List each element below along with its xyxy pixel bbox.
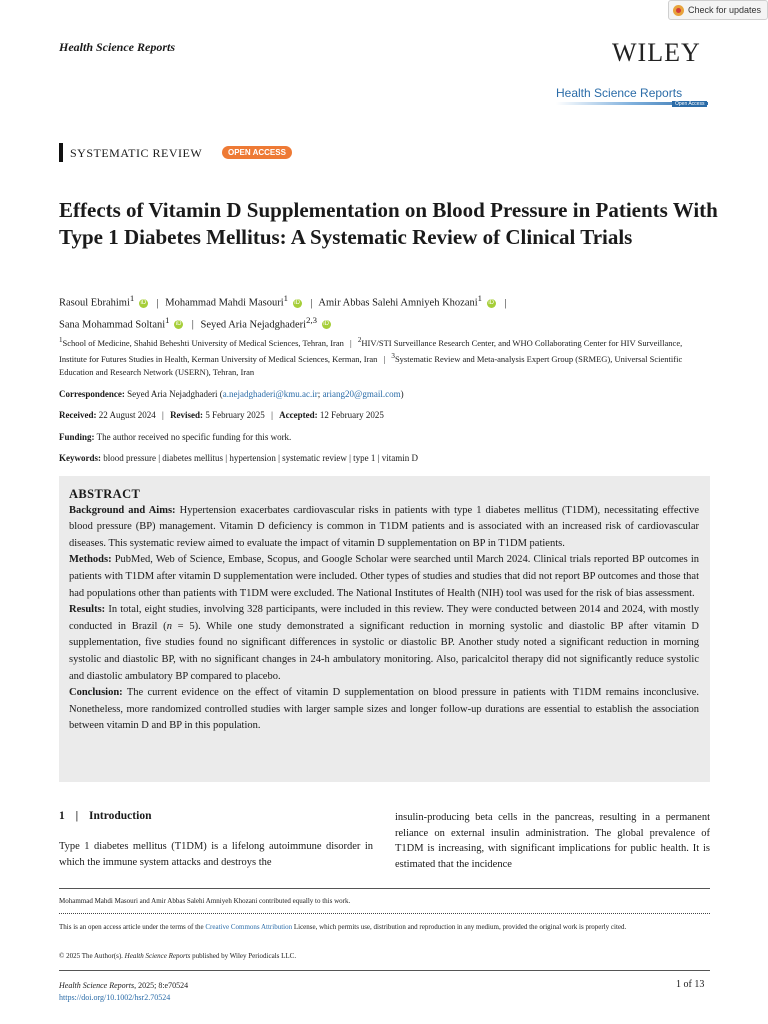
footer-journal: Health Science Reports: [59, 981, 135, 990]
abstract-results-text-cont: = 5). While one study demonstrated a significant reduction in morning systolic and diastolic BP after vitamin D supplementation, five studies found no significant differences in systolic or diastolic BP. Another study noted a significant reduction in morning systolic and diastolic BP, with no significant changes in 24-h ambulatory monitoring. Also, paricalcitol therapy did not significantly reduce systolic and diastolic ambulatory BP compared to placebo.: [69, 620, 699, 682]
correspondence: Correspondence: Seyed Aria Nejadghaderi (a.nejadghaderi@kmu.ac.ir; ariang20@gmail.com): [59, 389, 404, 399]
abstract-heading: ABSTRACT: [69, 487, 141, 501]
section-separator: |: [75, 810, 79, 822]
article-type-marker: [59, 143, 63, 162]
author-separator: |: [156, 297, 159, 309]
crossmark-icon: [673, 5, 684, 16]
funding-label: Funding:: [59, 432, 95, 442]
section-title: Introduction: [89, 810, 152, 822]
check-for-updates-button[interactable]: [668, 0, 768, 20]
author-line-1: [59, 290, 719, 312]
affiliations: [59, 334, 711, 379]
accepted-label: Accepted:: [279, 410, 318, 420]
copyright-text: © 2025 The Author(s).: [59, 952, 125, 960]
author-separator: |: [310, 297, 313, 309]
intro-column-left: Type 1 diabetes mellitus (T1DM) is a lifelong autoimmune disorder in which the immune system attacks and destroys the: [59, 841, 373, 868]
author-separator: |: [504, 297, 507, 309]
author-separator: |: [191, 319, 194, 330]
abstract-conclusion-label: Conclusion:: [69, 687, 123, 699]
footnote-divider: [59, 913, 710, 914]
revised-date: 5 February 2025: [205, 410, 265, 420]
author-affil-sup: 1: [165, 314, 170, 325]
copyright-text-cont: published by Wiley Periodicals LLC.: [190, 952, 297, 960]
footer-citation: [59, 980, 188, 992]
date-separator: |: [271, 410, 273, 420]
abstract-conclusion: [69, 685, 699, 735]
author-name[interactable]: Sana Mohammad Soltani: [59, 319, 166, 330]
abstract-results-text: In total, eight studies, involving 328 participants, were included in this review. They were conducted between 2014 and 2024, with mostly conducted in Brazil (: [69, 604, 700, 632]
page-number: 1 of 13: [676, 979, 705, 990]
affil-sup: 2: [357, 336, 362, 344]
check-for-updates-label: Check for updates: [688, 5, 762, 15]
abstract-results-label: Results:: [69, 604, 106, 616]
copyright-footnote: [59, 951, 711, 962]
wiley-logo: WILEY: [612, 38, 701, 67]
affil-sup: 3: [391, 351, 395, 360]
funding: [59, 431, 711, 444]
journal-logo: Health Science Reports: [556, 86, 683, 100]
footer-citation-rest: , 2025; 8:e70524: [134, 981, 189, 990]
revised-label: Revised:: [170, 410, 204, 420]
license-text: This is an open access article under the terms of the: [59, 923, 206, 931]
page-footer: [59, 980, 188, 1004]
funding-text: The author received no specific funding for this work.: [96, 432, 292, 442]
license-text-cont: License, which permits use, distribution and reproduction in any medium, provided the original work is properly cited.: [292, 923, 627, 931]
abstract-results: [69, 602, 699, 685]
accepted-date: 12 February 2025: [319, 410, 384, 420]
date-separator: |: [162, 410, 164, 420]
author-line-2: [59, 312, 719, 334]
contribution-footnote: Mohammad Mahdi Masouri and Amir Abbas Salehi Amniyeh Khozani contributed equally to this work.: [59, 897, 351, 905]
orcid-icon[interactable]: iD: [488, 299, 494, 306]
correspondence-email-link[interactable]: ariang20@gmail.com: [322, 389, 401, 399]
orcid-icon[interactable]: iD: [175, 321, 182, 328]
author-name[interactable]: Amir Abbas Salehi Amniyeh Khozani: [318, 297, 478, 309]
correspondence-email-link[interactable]: a.nejadghaderi@kmu.ac.ir: [222, 389, 318, 399]
abstract: [69, 486, 699, 735]
orcid-icon[interactable]: iD: [294, 299, 300, 306]
abstract-background-text: Hypertension exacerbates cardiovascular risks in patients with type 1 diabetes mellitus (T1DM), necessitating effective blood pressure (BP) management. Vitamin D deficiency is common in T1DM patients and is associated with an increased risk of cardiovascular diseases. This systematic review aimed to evaluate the impact of vitamin D supplementation on BP in T1DM patients.: [69, 504, 699, 549]
keywords: [59, 452, 711, 465]
journal-name: Health Science Reports: [59, 40, 175, 54]
affiliation-separator: |: [350, 337, 352, 348]
correspondence-label: Correspondence:: [59, 389, 125, 399]
affiliation-3: Systematic Review and Meta-analysis Expert Group (SRMEG), Universal Scientific Education and Research Network (USERN), Tehran, Iran: [59, 353, 683, 377]
license-footnote: [59, 922, 711, 933]
article-dates: [59, 409, 711, 422]
affiliation-separator: |: [383, 353, 386, 364]
author-affil-sup: 2,3: [306, 314, 317, 325]
abstract-background-label: Background and Aims:: [69, 504, 176, 516]
author-affil-sup: 1: [283, 293, 289, 303]
license-link[interactable]: Creative Commons Attribution: [205, 923, 293, 931]
intro-column-right: insulin-producing beta cells in the pancreas, resulting in a permanent reliance on external insulin administration. The global prevalence of T1DM is increasing, with significant implications for public health. It is estimated that the incidence: [395, 812, 710, 870]
author-name[interactable]: Seyed Aria Nejadghaderi: [200, 319, 307, 330]
article-type: SYSTEMATIC REVIEW: [70, 146, 203, 160]
affiliation-2: HIV/STI Surveillance Research Center, and WHO Collaborating Center for HIV Surveillance, Institute for Futures Studies in Health, Kerman University of Medical Sciences, Kerman, Iran: [59, 337, 683, 364]
received-label: Received:: [59, 410, 97, 420]
author-name[interactable]: Rasoul Ebrahimi: [59, 297, 130, 309]
affiliation-1: School of Medicine, Shahid Beheshti University of Medical Sciences, Tehran, Iran: [62, 337, 344, 348]
open-access-badge: OPEN ACCESS: [222, 146, 292, 159]
keywords-label: Keywords:: [59, 453, 101, 463]
copyright-journal: Health Science Reports: [124, 952, 191, 960]
orcid-icon[interactable]: iD: [140, 299, 147, 306]
abstract-methods-text: PubMed, Web of Science, Embase, Scopus, and Google Scholar were searched until March 2024. Clinical trials reported BP outcomes in patients with T1DM after vitamin D supplementation were included. Other types of studies and studies that did not report BP outcomes and those that had populations other than patients with T1DM were excluded. The National Institutes of Health (NIH) tool was used for the risk of bias assessment.: [69, 554, 700, 599]
section-heading-introduction: [59, 810, 151, 822]
abstract-conclusion-text: The current evidence on the effect of vitamin D supplementation on blood pressure in patients with T1DM remains inconclusive. Nonetheless, more randomized controlled studies with larger sample sizes and longer follow-up durations are essential to establish the association between vitamin D and BP in this population.: [69, 687, 699, 732]
keywords-text: blood pressure | diabetes mellitus | hypertension | systematic review | type 1 | vitamin D: [103, 453, 418, 463]
correspondence-name: Seyed Aria Nejadghaderi: [127, 389, 218, 399]
footer-rule: [59, 970, 710, 971]
section-number: 1: [59, 810, 65, 822]
abstract-methods: [69, 552, 699, 602]
affil-sup: 1: [59, 336, 63, 344]
doi-link[interactable]: https://doi.org/10.1002/hsr2.70524: [59, 993, 171, 1002]
author-affil-sup: 1: [477, 293, 483, 303]
received-date: 22 August 2024: [98, 410, 156, 420]
journal-logo-open-access: Open Access: [672, 101, 707, 107]
author-affil-sup: 1: [129, 293, 135, 303]
article-title: Effects of Vitamin D Supplementation on Blood Pressure in Patients With Type 1 Diabetes Mellitus: A Systematic Review of Clinical Trials: [59, 198, 718, 249]
footnote-rule: [59, 888, 710, 889]
orcid-icon[interactable]: iD: [323, 321, 329, 328]
author-list: [59, 290, 719, 333]
abstract-results-n: n: [166, 620, 172, 632]
abstract-background: [69, 503, 699, 553]
abstract-methods-label: Methods:: [69, 554, 112, 566]
author-name[interactable]: Mohammad Mahdi Masouri: [165, 297, 284, 309]
